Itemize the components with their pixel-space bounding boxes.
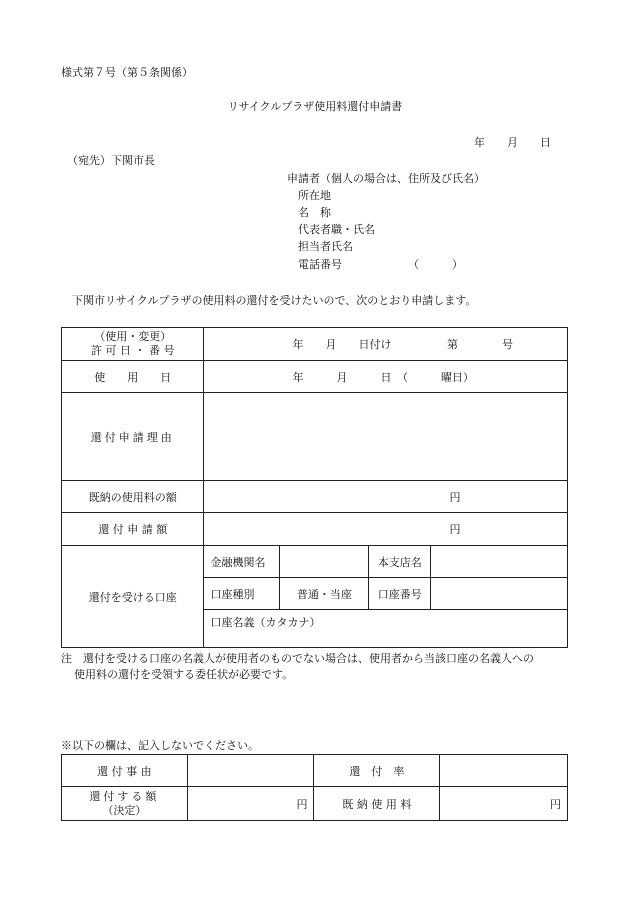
refund-amount-decided-yen: 円 bbox=[187, 787, 314, 821]
applicant-address-label: 所在地 bbox=[298, 189, 331, 202]
branch-label: 本支店名 bbox=[369, 546, 431, 578]
account-type-value[interactable]: 普通・当座 bbox=[280, 578, 369, 610]
intro-text: 下関市リサイクルプラザの使用料の還付を受けたいので、次のとおり申請します。 bbox=[72, 294, 477, 307]
permit-label-line-2: 許 可 日 ・ 番 号 bbox=[91, 344, 175, 357]
account-label: 還付を受ける口座 bbox=[62, 546, 204, 648]
bank-name-label: 金融機関名 bbox=[204, 546, 280, 578]
applicant-phone-label: 電話番号 bbox=[298, 258, 342, 271]
permit-date: 年 月 日付け bbox=[292, 338, 392, 351]
reason-label: 還付申請理由 bbox=[62, 393, 204, 481]
note-line-1: 注 還付を受ける口座の名義人が使用者のものでない場合は、使用者から当該口座の名義人への bbox=[61, 652, 534, 665]
addressee: （宛先）下関市長 bbox=[67, 154, 155, 167]
account-holder-label: 口座名義（カタカナ） bbox=[210, 616, 321, 629]
applicant-name-label: 名 称 bbox=[298, 206, 331, 219]
account-number-label: 口座番号 bbox=[369, 578, 431, 610]
refund-reason-input bbox=[187, 755, 314, 787]
use-date-label: 使 用 日 bbox=[62, 361, 204, 393]
application-table bbox=[61, 327, 568, 648]
refund-amount-label: 還 付 申 請 額 bbox=[62, 513, 204, 546]
refund-amount-decided-line-2: （決定） bbox=[102, 803, 147, 817]
reason-input-cell[interactable] bbox=[204, 393, 568, 481]
applicant-contact-label: 担当者氏名 bbox=[298, 240, 353, 253]
refund-amount-decided-label bbox=[62, 787, 188, 821]
permit-value-cell[interactable] bbox=[204, 328, 568, 361]
account-number-input[interactable] bbox=[431, 578, 568, 610]
applicant-phone-parens: （ ） bbox=[408, 258, 463, 271]
note-line-2: 使用料の還付を受領する委任状が必要です。 bbox=[74, 668, 294, 681]
applicant-heading: 申請者（個人の場合は、住所及び氏名） bbox=[287, 172, 485, 185]
refund-amount-yen: 円 bbox=[449, 523, 461, 536]
permit-label-line-1: （使用・変更） bbox=[94, 329, 172, 343]
form-number: 様式第７号（第５条関係） bbox=[61, 66, 193, 79]
office-use-note: ※以下の欄は、記入しないでください。 bbox=[61, 739, 259, 752]
permit-label bbox=[62, 328, 204, 361]
paid-fee-yen: 円 bbox=[449, 490, 461, 504]
refund-rate-label: 還 付 率 bbox=[314, 755, 440, 787]
permit-number: 第 号 bbox=[446, 338, 513, 351]
paid-fee-label: 既納の使用料の額 bbox=[62, 481, 204, 513]
branch-input[interactable] bbox=[431, 546, 568, 578]
refund-reason-label: 還 付 事 由 bbox=[62, 755, 188, 787]
office-use-table bbox=[61, 754, 568, 821]
refund-rate-input bbox=[440, 755, 568, 787]
use-date-value: 年 月 日 （ 曜日） bbox=[292, 370, 474, 384]
bank-name-input[interactable] bbox=[280, 546, 369, 578]
use-date-cell[interactable] bbox=[204, 361, 568, 393]
refund-amount-cell[interactable] bbox=[204, 513, 568, 546]
paid-fee-cell[interactable] bbox=[204, 481, 568, 513]
account-holder-cell[interactable] bbox=[204, 610, 568, 648]
paid-fee-office-yen: 円 bbox=[440, 787, 568, 821]
paid-fee-office-label: 既 納 使 用 料 bbox=[314, 787, 440, 821]
refund-amount-decided-line-1: 還付する額 bbox=[89, 789, 160, 803]
account-type-label: 口座種別 bbox=[204, 578, 280, 610]
form-title: リサイクルプラザ使用料還付申請書 bbox=[227, 100, 403, 113]
applicant-representative-label: 代表者職・氏名 bbox=[298, 223, 375, 236]
date-line: 年 月 日 bbox=[474, 136, 551, 149]
